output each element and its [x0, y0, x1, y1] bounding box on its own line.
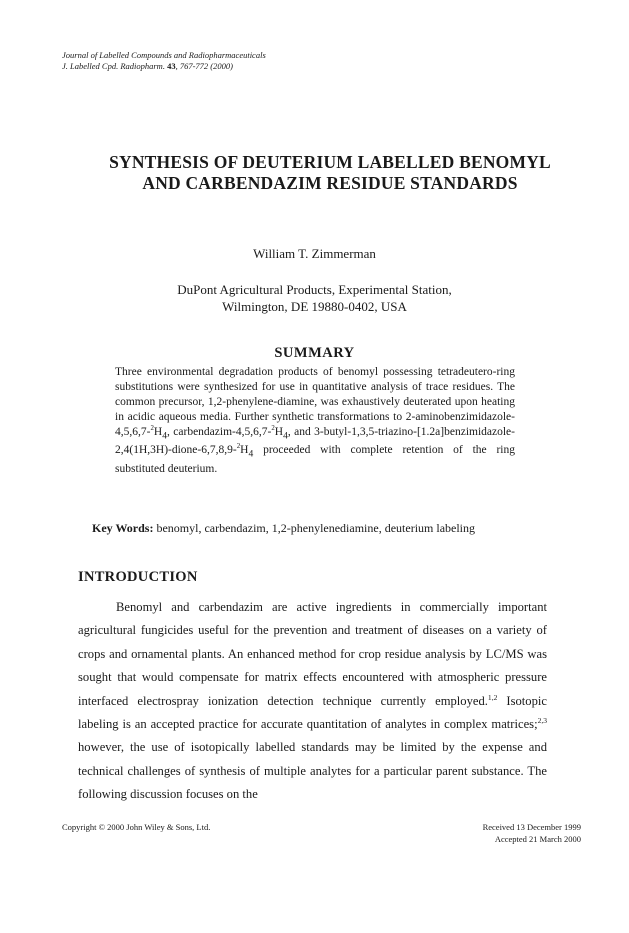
copyright-notice: Copyright © 2000 John Wiley & Sons, Ltd.	[62, 822, 211, 832]
key-words-label: Key Words:	[92, 521, 154, 535]
article-title	[60, 152, 600, 194]
title-line-1: SYNTHESIS OF DEUTERIUM LABELLED BENOMYL	[109, 152, 551, 172]
key-words-text: benomyl, carbendazim, 1,2-phenylenediamine, deuterium labeling	[153, 521, 476, 535]
received-date: Received 13 December 1999	[482, 822, 581, 832]
affiliation-line-1: DuPont Agricultural Products, Experimental Station,	[177, 282, 452, 297]
journal-citation: J. Labelled Cpd. Radiopharm. 43, 767-772 (2000)	[62, 61, 233, 71]
summary-text: Three environmental degradation products of benomyl possessing tetradeutero-ring substitutions were synthesized for use in quantitative analysis of trace residues. The common precursor, 1,2-phenylene-diamine, was exhaustively deuterated upon heating in acidic aqueous media. Further synthetic transformations to $2-aminobenzimidazole-4,5,6,7-^2H_4$, carbendazim-$4,5,6,7-^2H_4$, and $3-butyl-1,3,5-triazino-[1.2a]benzimidazole-2,4(1H,3H)-dione-6,7,8,9-^2H_4$ proceeded with complete retention of the ring substituted deuterium.	[115, 366, 515, 475]
journal-header	[62, 50, 266, 72]
introduction-heading: INTRODUCTION	[78, 569, 198, 585]
journal-name: Journal of Labelled Compounds and Radiopharmaceuticals	[62, 50, 266, 60]
key-words	[92, 521, 612, 536]
affiliation	[0, 281, 629, 315]
author-name: William T. Zimmerman	[253, 246, 376, 261]
received-dates	[483, 822, 581, 845]
summary-heading: SUMMARY	[274, 345, 355, 361]
accepted-date: Accepted 21 March 2000	[494, 833, 581, 844]
introduction-text: Benomyl and carbendazim are active ingredients in commercially important agricultural fungicides useful for the prevention and treatment of diseases on a variety of crops and ornamental plants. An enhanced method for crop residue analysis by LC/MS was sought that would compensate for matrix effects encountered with atmospheric pressure interfaced electrospray ionization detection technique currently employed.$^{1,2}$ Isotopic labeling is an accepted practice for accurate quantitation of analytes in complex matrices;$^{2,3}$ however, the use of isotopically labelled standards may be limited by the expense and technical challenges of synthesis of multiple analytes for a particular parent substance. The following discussion focuses on the	[78, 600, 547, 802]
affiliation-line-2: Wilmington, DE 19880-0402, USA	[222, 299, 407, 314]
title-line-2: AND CARBENDAZIM RESIDUE STANDARDS	[142, 173, 518, 193]
